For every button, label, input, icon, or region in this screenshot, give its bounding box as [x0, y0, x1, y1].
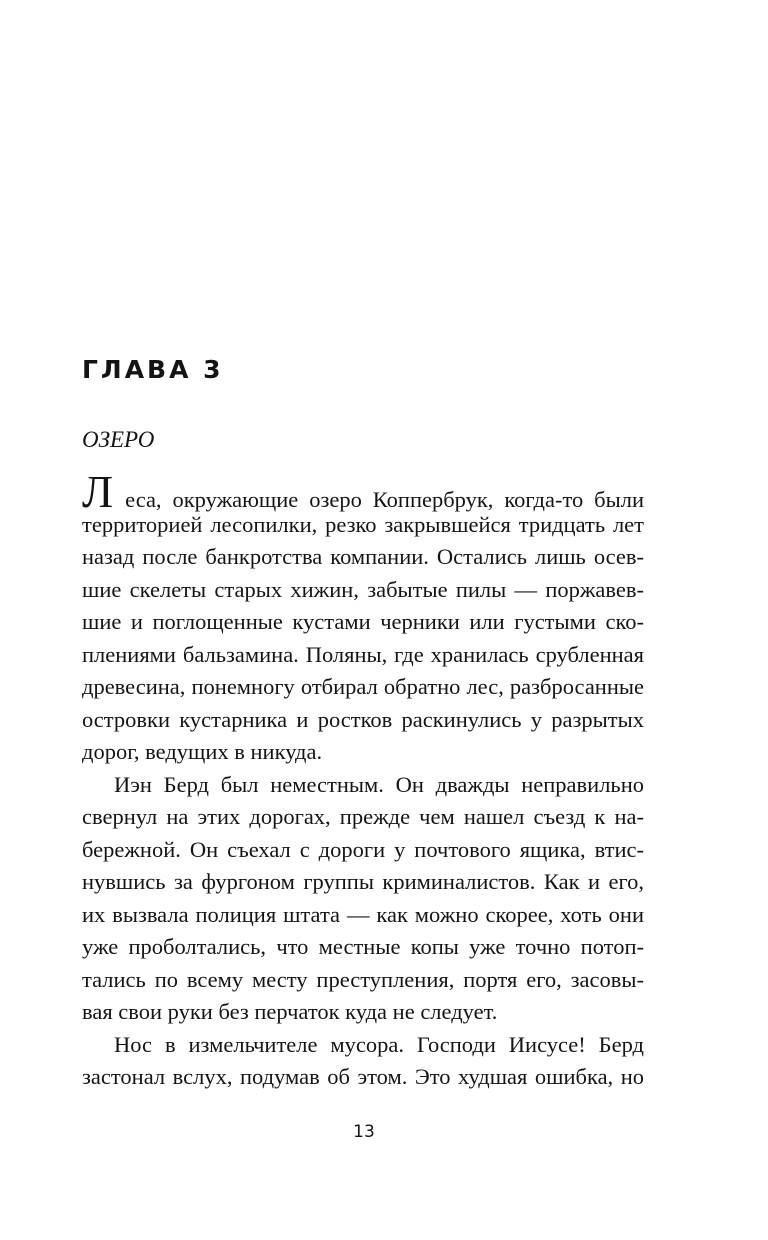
- text-line: шие и поглощенные кустами черники или густыми ско-: [82, 609, 644, 634]
- text-line: территорией лесопилки, резко закрывшейся тридцать лет: [82, 511, 644, 537]
- text-line: островки кустарника и ростков раскинулись у разрытых: [82, 706, 644, 732]
- text-line: плениями бальзамина. Поляны, где хранилась срубленная: [82, 641, 644, 667]
- paragraph-1: [82, 466, 644, 769]
- chapter-subtitle: ОЗЕРО: [82, 427, 155, 452]
- text-line: их вызвала полиция штата — как можно скорее, хоть они: [82, 901, 644, 927]
- text-line: назад после банкротства компании. Остались лишь осев-: [82, 544, 644, 569]
- paragraph-2: [82, 769, 644, 1029]
- first-line: [82, 466, 644, 517]
- text-line: дорог, ведущих в никуда.: [82, 739, 323, 764]
- text-line: шие скелеты старых хижин, забытые пилы — поржавев-: [82, 576, 644, 602]
- paragraph-3: [82, 1029, 644, 1094]
- text-line: древесина, понемногу отбирал обратно лес, разбросанные: [82, 674, 644, 699]
- text-line: бережной. Он съехал с дороги у почтового ящика, втис-: [82, 836, 644, 862]
- drop-cap-letter: Л: [82, 466, 114, 517]
- chapter-title: ГЛАВА 3: [82, 355, 224, 384]
- text-line: свернул на этих дорогах, прежде чем нашел съезд к на-: [82, 804, 644, 829]
- text-line: вая свои руки без перчаток куда не следует.: [82, 999, 498, 1024]
- text-line: Нос в измельчителе мусора. Господи Иисусе! Берд: [114, 1031, 644, 1057]
- text-line: уже проболтались, что местные копы уже точно потоп-: [82, 934, 644, 959]
- text-line: тались по всему месту преступления, портя его, засовы-: [82, 966, 644, 992]
- text-line: застонал вслух, подумав об этом. Это худшая ошибка, но: [82, 1064, 644, 1089]
- page-number: 13: [353, 1122, 375, 1142]
- text-line: Иэн Берд был неместным. Он дважды неправильно: [114, 771, 644, 797]
- text-line: еса, окружающие озеро Коппербрук, когда-то были: [125, 487, 644, 512]
- text-line: нувшись за фургоном группы криминалистов. Как и его,: [82, 869, 644, 894]
